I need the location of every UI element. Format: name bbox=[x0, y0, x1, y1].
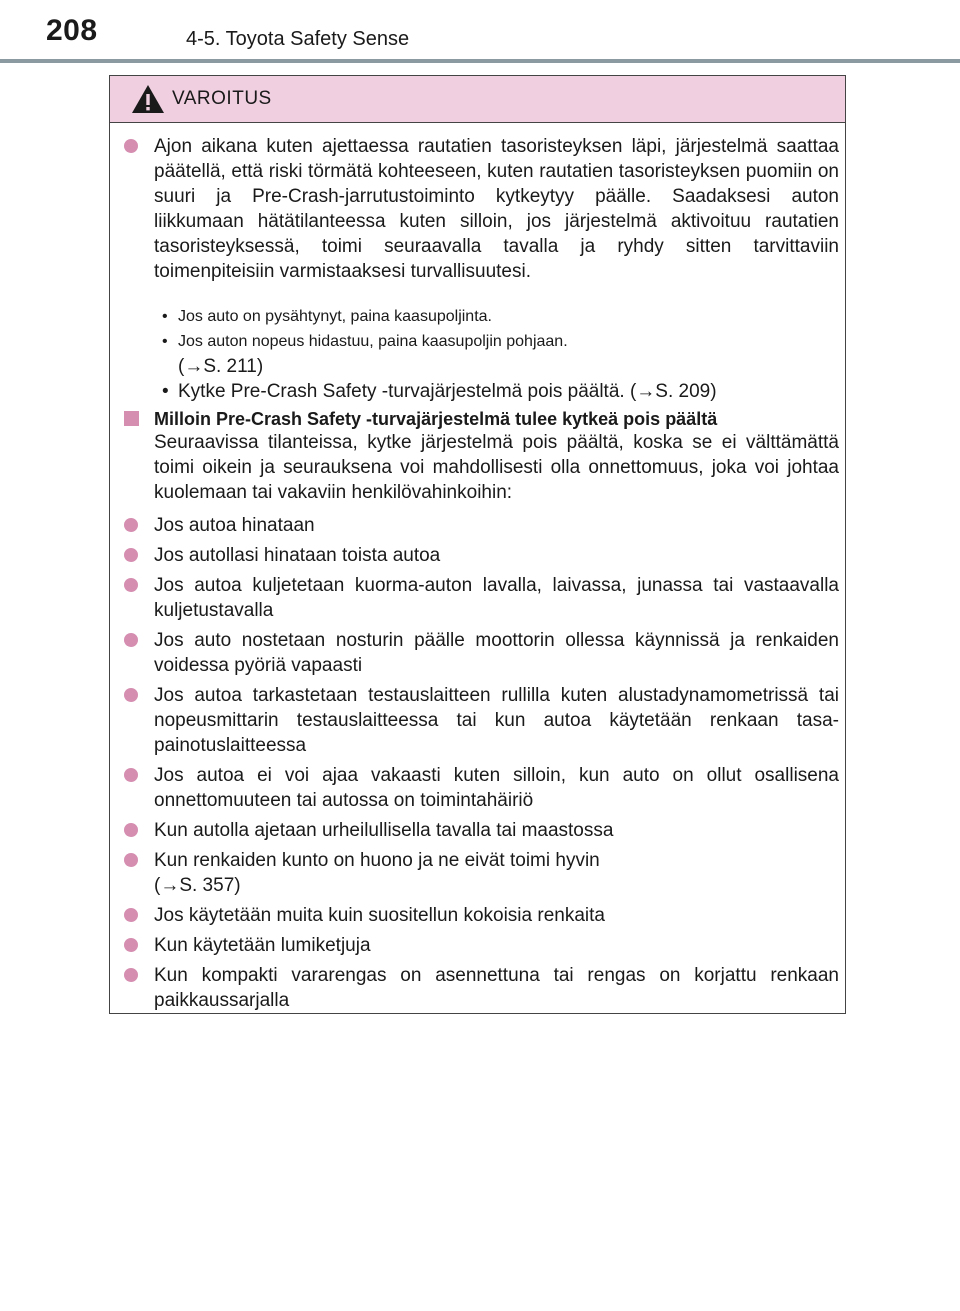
warning-triangle-icon bbox=[130, 83, 166, 115]
sub-item-text: Kytke Pre-Crash Safety -turvajärjestelmä pois päältä. (→S. 209) bbox=[178, 381, 717, 402]
bullet-dot-icon bbox=[124, 768, 138, 782]
list-item-text: Kun käytetään lumiketjuja bbox=[154, 935, 371, 956]
sub-bullet-icon: • bbox=[162, 333, 168, 350]
list-item-text: Jos auto nostetaan nosturin päälle moottorin ollessa käynnissä ja renkaiden voidessa pyöriä vapaasti bbox=[154, 630, 839, 676]
list-item bbox=[124, 683, 839, 758]
list-item bbox=[124, 628, 839, 678]
list-item-text: Kun autolla ajetaan urheilullisella tavalla tai maastossa bbox=[154, 820, 614, 841]
list-item bbox=[124, 818, 839, 843]
heading-square-icon bbox=[124, 411, 139, 426]
warning-label: VAROITUS bbox=[172, 88, 272, 109]
sub-item-text: Jos auto on pysähtynyt, paina kaasupoljinta. bbox=[178, 308, 492, 325]
list-item-text: Jos autollasi hinataan toista autoa bbox=[154, 545, 441, 566]
page-reference: (→S. 357) bbox=[154, 875, 241, 896]
list-item bbox=[124, 963, 839, 1013]
warning-intro-item bbox=[124, 134, 839, 284]
sub-item bbox=[162, 304, 839, 329]
bullet-dot-icon bbox=[124, 688, 138, 702]
list-item bbox=[124, 573, 839, 623]
page-number: 208 bbox=[46, 14, 98, 47]
heading-text: Milloin Pre-Crash Safety -turvajärjestelmä tulee kytkeä pois päältä bbox=[154, 409, 718, 429]
bullet-dot-icon bbox=[124, 938, 138, 952]
list-item-text: Jos autoa kuljetetaan kuorma-auton lavalla, laivassa, junassa tai vastaavalla kuljetustavalla bbox=[154, 575, 839, 621]
bullet-dot-icon bbox=[124, 578, 138, 592]
bullet-dot-icon bbox=[124, 823, 138, 837]
heading-intro: Seuraavissa tilanteissa, kytke järjestelmä pois päältä, koska se ei välttämättä toimi oikein ja seurauksena voi mahdollisesti olla onnettomuus, joka voi johtaa kuolemaan tai vakaviin henkilövahinkoihin: bbox=[154, 432, 839, 503]
list-item-text: Jos autoa ei voi ajaa vakaasti kuten silloin, kun auto on ollut osallisena onnettomuuteen tai autossa on toimintahäiriö bbox=[154, 765, 839, 811]
section-title: 4-5. Toyota Safety Sense bbox=[186, 28, 410, 50]
warning-header bbox=[110, 76, 845, 123]
sub-item bbox=[162, 329, 839, 379]
section-heading bbox=[124, 408, 839, 430]
sub-item-text: Jos auton nopeus hidastuu, paina kaasupoljin pohjaan. bbox=[178, 333, 568, 350]
page-reference: (→S. 211) bbox=[178, 356, 264, 377]
sub-item-list bbox=[124, 304, 839, 404]
list-item-text: Jos käytetään muita kuin suositellun kokoisia renkaita bbox=[154, 905, 605, 926]
page-header bbox=[0, 0, 960, 62]
bullet-dot-icon bbox=[124, 548, 138, 562]
list-item bbox=[124, 903, 839, 928]
warning-content bbox=[124, 134, 839, 1013]
bullet-dot-icon bbox=[124, 853, 138, 867]
warning-intro-text: Ajon aikana kuten ajettaessa rautatien tasoristeyksen läpi, järjestelmä saattaa päätellä, että riski törmätä kohteeseen, kuten rautatien tasoristeyksen puomiin on suuri ja Pre-Crash-jarrutustoiminto kytkeytyy päälle. Saadaksesi auton liikkumaan hätätilanteessa kuten silloin, jos järjestelmä aktivoituu rautatien tasoristeyksessä, toimi seuraavalla tavalla ja ryhdy sitten tarvittaviin toimenpiteisiin varmistaaksesi turvallisuutesi. bbox=[154, 136, 839, 282]
bullet-dot-icon bbox=[124, 518, 138, 532]
list-item bbox=[124, 763, 839, 813]
list-item bbox=[124, 543, 839, 568]
header-divider bbox=[0, 59, 960, 63]
sub-bullet-icon: • bbox=[162, 381, 169, 402]
list-item bbox=[124, 513, 839, 538]
bullet-dot-icon bbox=[124, 908, 138, 922]
list-item-text: Jos autoa hinataan bbox=[154, 515, 315, 536]
list-item bbox=[124, 933, 839, 958]
list-item-text: Jos autoa tarkastetaan testauslaitteen rullilla kuten alustadynamometrissä tai nopeusmittarin testauslaitteessa tai kun autoa käytetään renkaan tasapainotuslaitteessa bbox=[154, 685, 839, 756]
bullet-dot-icon bbox=[124, 139, 138, 153]
sub-bullet-icon: • bbox=[162, 308, 168, 325]
list-item-text: Kun kompakti vararengas on asennettuna tai rengas on korjattu renkaan paikkaussarjalla bbox=[154, 965, 839, 1011]
sub-item bbox=[162, 379, 839, 404]
list-item-text: Kun renkaiden kunto on huono ja ne eivät toimi hyvin bbox=[154, 850, 600, 871]
bullet-dot-icon bbox=[124, 968, 138, 982]
bullet-dot-icon bbox=[124, 633, 138, 647]
list-item bbox=[124, 848, 839, 898]
